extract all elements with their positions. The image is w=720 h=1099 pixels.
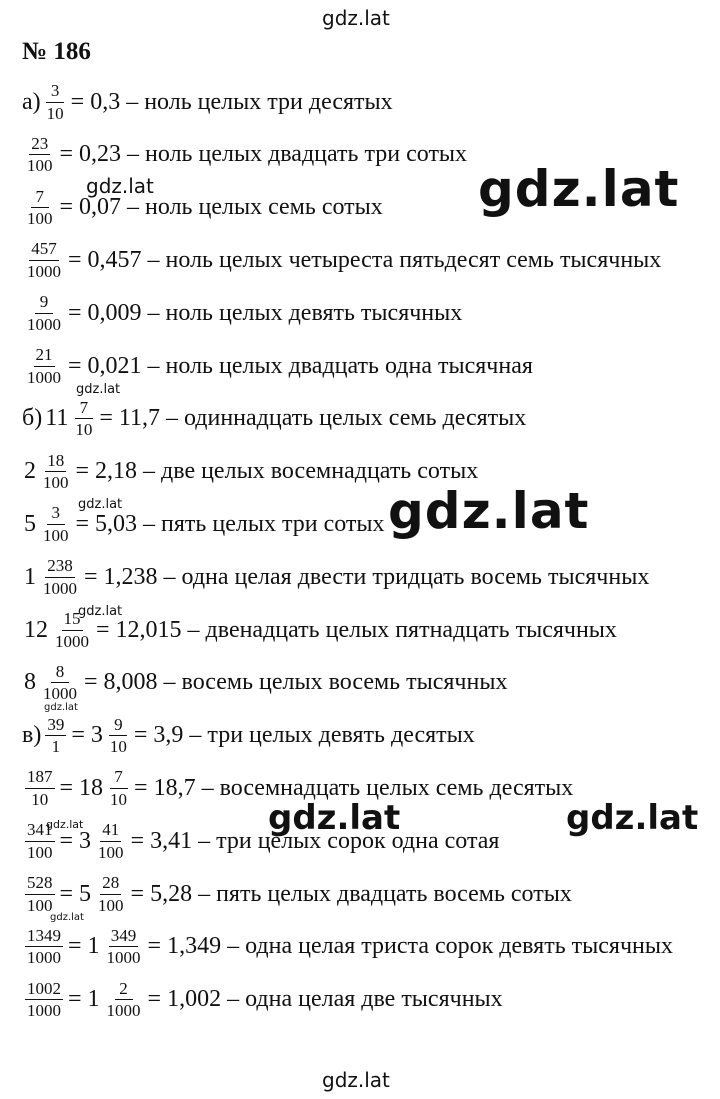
watermark-mid: gdz.lat xyxy=(566,798,699,838)
whole-part: 8 xyxy=(24,669,36,696)
decimal-and-words: = 0,07 – ноль целых семь сотых xyxy=(59,194,383,221)
fraction-denominator: 1000 xyxy=(27,1001,61,1021)
item-label: в) xyxy=(22,722,42,749)
fraction-denominator: 1000 xyxy=(43,578,77,598)
fraction-denominator: 100 xyxy=(27,895,53,915)
fraction xyxy=(25,187,55,229)
decimal-and-words: = 11,7 – одиннадцать целых семь десятых xyxy=(99,405,527,432)
fraction-denominator: 1000 xyxy=(106,1001,141,1021)
fraction xyxy=(25,979,63,1021)
fraction xyxy=(25,134,55,176)
decimal-and-words: = 0,009 – ноль целых девять тысячных xyxy=(68,299,463,326)
fraction-numerator: 41 xyxy=(100,820,121,842)
fraction-denominator: 10 xyxy=(109,737,127,757)
fraction-denominator: 100 xyxy=(43,525,69,545)
solution-line xyxy=(22,868,574,920)
equals-whole: = 1 xyxy=(68,986,100,1013)
fraction-numerator: 457 xyxy=(29,239,59,261)
fraction-denominator: 1000 xyxy=(27,314,61,334)
whole-part: 12 xyxy=(24,616,48,643)
fraction xyxy=(96,873,126,915)
fraction xyxy=(73,398,94,440)
watermark-big: gdz.lat xyxy=(388,482,590,540)
fraction xyxy=(105,926,143,968)
watermark-big: gdz.lat xyxy=(478,160,680,218)
item-label: б) xyxy=(22,405,43,432)
watermark-tiny: gdz.lat xyxy=(50,912,84,923)
fraction-denominator: 100 xyxy=(98,842,124,862)
watermark-tiny: gdz.lat xyxy=(46,818,84,831)
fraction-numerator: 7 xyxy=(75,398,93,420)
fraction-denominator: 10 xyxy=(46,103,64,123)
fraction-denominator: 1000 xyxy=(106,948,141,968)
solution-line xyxy=(22,129,469,181)
fraction-numerator: 2 xyxy=(115,979,133,1001)
solution-line xyxy=(22,287,464,339)
fraction xyxy=(41,451,71,493)
fraction-numerator: 238 xyxy=(45,556,75,578)
fraction xyxy=(25,926,63,968)
solution-line xyxy=(22,76,395,128)
fraction-denominator: 10 xyxy=(31,789,49,809)
fraction-numerator: 7 xyxy=(110,767,128,789)
solution-line xyxy=(22,974,505,1026)
decimal-and-words: = 3,9 – три целых девять десятых xyxy=(133,722,475,749)
decimal-and-words: = 3,41 – три целых сорок одна сотая xyxy=(130,827,500,854)
decimal-and-words: = 5,28 – пять целых двадцать восемь сотых xyxy=(130,880,572,907)
solution-line xyxy=(22,815,501,867)
decimal-and-words: = 0,23 – ноль целых двадцать три сотых xyxy=(59,141,468,168)
whole-part: 11 xyxy=(45,405,69,432)
fraction-numerator: 15 xyxy=(62,609,83,631)
decimal-and-words: = 5,03 – пять целых три сотых xyxy=(75,510,385,537)
watermark-small: gdz.lat xyxy=(86,174,154,198)
header-watermark: gdz.lat xyxy=(322,6,390,30)
fraction-numerator: 9 xyxy=(109,715,127,737)
fraction-numerator: 341 xyxy=(25,820,55,842)
fraction-numerator: 3 xyxy=(46,81,64,103)
fraction-denominator: 100 xyxy=(27,209,53,229)
fraction xyxy=(45,715,66,757)
fraction-denominator: 1000 xyxy=(55,631,89,651)
fraction-numerator: 1002 xyxy=(25,979,63,1001)
decimal-and-words: = 1,349 – одна целая триста сорок девять тысячных xyxy=(147,933,673,960)
fraction xyxy=(108,767,129,809)
solution-line xyxy=(22,498,387,550)
equals-whole: = 5 xyxy=(59,880,92,907)
watermark-small: gdz.lat xyxy=(78,497,123,512)
whole-part: 1 xyxy=(24,563,36,590)
equals-whole: = 18 xyxy=(59,774,104,801)
solution-line xyxy=(22,921,675,973)
solution-line xyxy=(22,710,477,762)
fraction-denominator: 100 xyxy=(43,473,69,493)
fraction xyxy=(105,979,143,1021)
watermark-tiny: gdz.lat xyxy=(44,702,78,713)
watermark-small: gdz.lat xyxy=(76,382,121,397)
fraction xyxy=(41,503,71,545)
footer-watermark: gdz.lat xyxy=(322,1068,390,1092)
solution-line xyxy=(22,182,385,234)
watermark-mid: gdz.lat xyxy=(268,798,401,838)
fraction-denominator: 100 xyxy=(27,842,53,862)
fraction-denominator: 100 xyxy=(98,895,124,915)
fraction-numerator: 3 xyxy=(47,503,65,525)
fraction-denominator: 1000 xyxy=(27,948,61,968)
whole-part: 5 xyxy=(24,510,36,537)
decimal-and-words: = 0,3 – ноль целых три десятых xyxy=(70,88,393,115)
fraction-denominator: 1000 xyxy=(27,367,61,387)
decimal-and-words: = 2,18 – две целых восемнадцать сотых xyxy=(75,458,479,485)
fraction-numerator: 7 xyxy=(31,187,49,209)
decimal-and-words: = 1,002 – одна целая две тысячных xyxy=(147,986,503,1013)
fraction-denominator: 10 xyxy=(75,420,93,440)
decimal-and-words: = 0,021 – ноль целых двадцать одна тысячная xyxy=(68,352,533,379)
exercise-title: № 186 xyxy=(22,38,91,65)
fraction-denominator: 100 xyxy=(27,156,53,176)
fraction xyxy=(96,820,126,862)
decimal-and-words: = 1,238 – одна целая двести тридцать восемь тысячных xyxy=(84,563,650,590)
fraction xyxy=(41,662,79,704)
decimal-and-words: = 8,008 – восемь целых восемь тысячных xyxy=(84,669,508,696)
fraction-denominator: 1000 xyxy=(27,261,61,281)
fraction xyxy=(45,81,66,123)
decimal-and-words: = 18,7 – восемнадцать целых семь десятых xyxy=(134,774,574,801)
solution-line xyxy=(22,657,509,709)
equals-whole: = 3 xyxy=(71,722,103,749)
decimal-and-words: = 12,015 – двенадцать целых пятнадцать тысячных xyxy=(96,616,617,643)
fraction xyxy=(25,767,55,809)
whole-part: 2 xyxy=(24,458,36,485)
decimal-and-words: = 0,457 – ноль целых четыреста пятьдесят семь тысячных xyxy=(68,246,662,273)
fraction xyxy=(25,345,63,387)
equals-whole: = 1 xyxy=(68,933,100,960)
fraction-denominator: 1 xyxy=(51,737,61,757)
item-label: а) xyxy=(22,88,41,115)
watermark-small: gdz.lat xyxy=(78,604,123,619)
equals-whole: = 3 xyxy=(59,827,92,854)
fraction-numerator: 28 xyxy=(100,873,121,895)
fraction-numerator: 9 xyxy=(35,292,53,314)
fraction-numerator: 23 xyxy=(29,134,50,156)
fraction-numerator: 8 xyxy=(51,662,69,684)
fraction xyxy=(25,873,55,915)
fraction xyxy=(108,715,129,757)
fraction-numerator: 21 xyxy=(34,345,55,367)
fraction-numerator: 349 xyxy=(109,926,139,948)
fraction-numerator: 18 xyxy=(45,451,66,473)
solution-line xyxy=(22,393,528,445)
fraction xyxy=(41,556,79,598)
fraction-denominator: 1000 xyxy=(43,684,77,704)
fraction xyxy=(25,239,63,281)
solution-line xyxy=(22,234,663,286)
fraction-numerator: 528 xyxy=(25,873,55,895)
fraction-denominator: 10 xyxy=(110,789,128,809)
solution-line xyxy=(22,551,651,603)
fraction-numerator: 1349 xyxy=(25,926,63,948)
fraction xyxy=(25,292,63,334)
fraction-numerator: 39 xyxy=(45,715,66,737)
fraction-numerator: 187 xyxy=(25,767,55,789)
